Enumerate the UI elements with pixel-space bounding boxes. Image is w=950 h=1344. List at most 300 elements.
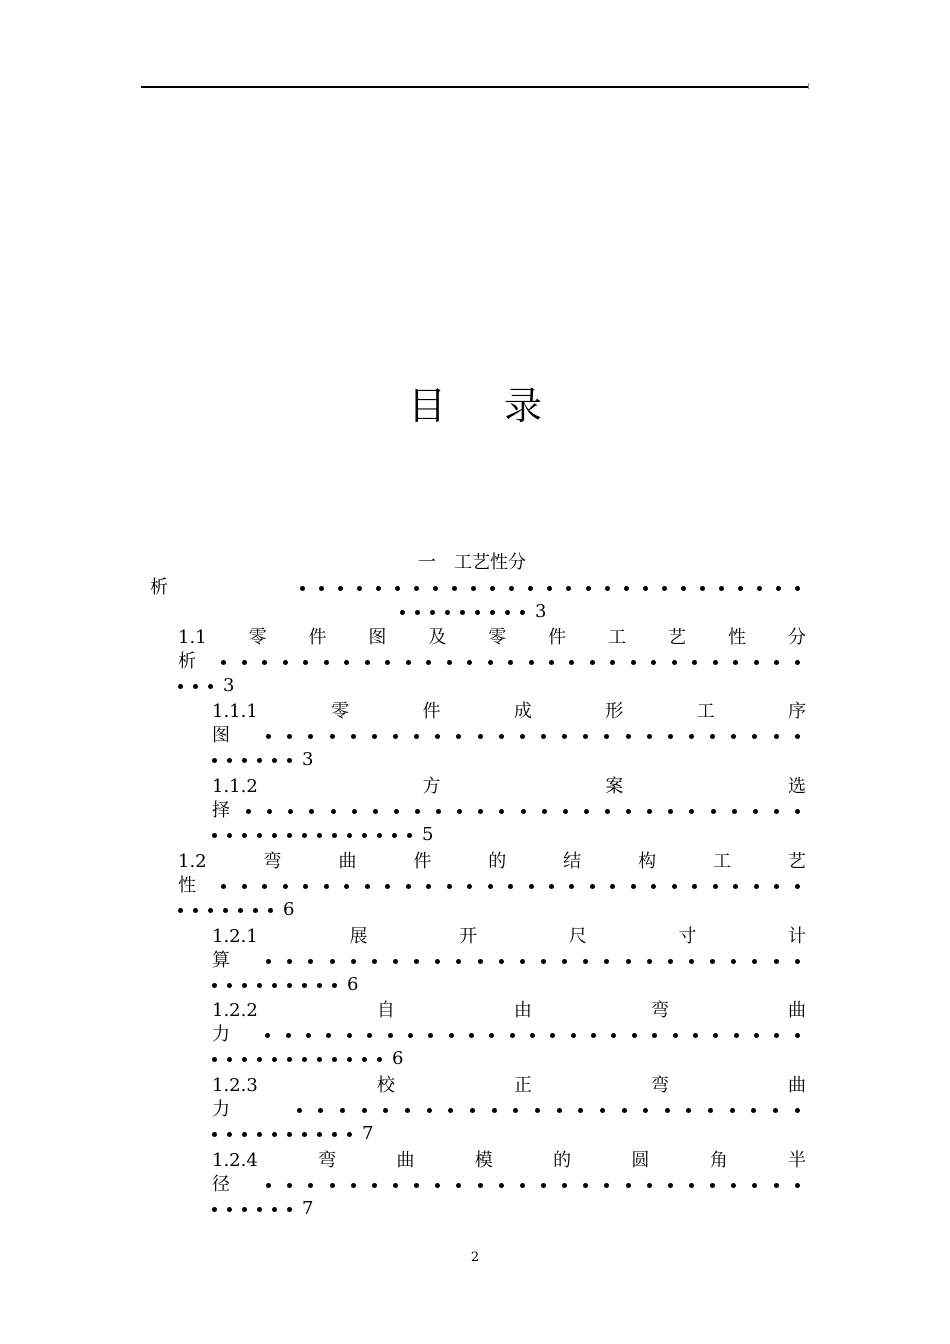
toc-entry-s1_2 <box>178 850 806 874</box>
toc-entry-page: 3 <box>223 675 235 696</box>
leader-dot <box>393 1183 398 1188</box>
leader-dot <box>414 1183 419 1188</box>
leader-dot <box>562 734 567 739</box>
leader-dot <box>557 1108 562 1113</box>
toc-entry-number: 1.2.2 <box>212 1000 258 1021</box>
leader-dot <box>605 809 610 814</box>
leader-dot <box>478 734 483 739</box>
leader-dot <box>571 1033 576 1038</box>
leader-dot <box>647 809 652 814</box>
toc-entry-char: 展 <box>349 926 368 947</box>
leader-dot <box>583 734 588 739</box>
leader-dot <box>665 1108 670 1113</box>
leader-dot <box>385 660 390 665</box>
leader-dot <box>668 1183 673 1188</box>
leader-dot <box>563 809 568 814</box>
leader-dot <box>774 734 779 739</box>
toc-entry-ch1-leader <box>150 576 800 600</box>
leader-dot <box>478 1183 483 1188</box>
leader-dot <box>427 1108 432 1113</box>
leader-dot <box>317 833 322 838</box>
leader-dot <box>752 959 757 964</box>
leader-dot <box>268 908 273 913</box>
leader-dot <box>362 1108 367 1113</box>
leader-dot <box>372 734 377 739</box>
leader-dot <box>414 734 419 739</box>
leader-dot <box>272 1132 277 1137</box>
leader-dot <box>541 734 546 739</box>
toc-entry-page: 5 <box>422 824 434 845</box>
toc-entry-char: 曲 <box>338 851 357 872</box>
leader-dot <box>738 586 743 591</box>
toc-entry-number: 1.2.1 <box>212 926 258 947</box>
leader-dot <box>652 1033 657 1038</box>
leader-dot <box>332 983 337 988</box>
toc-entry-char: 艺 <box>787 851 806 872</box>
leader-dot <box>324 884 329 889</box>
leader-dot <box>338 586 343 591</box>
toc-entry-char: 弯 <box>318 1150 337 1171</box>
leader-dot <box>372 1183 377 1188</box>
leader-dot <box>319 586 324 591</box>
leader-dot <box>490 586 495 591</box>
leader-dot <box>456 959 461 964</box>
leader-dot <box>223 908 228 913</box>
toc-entry-s1_2_4-leader-2 <box>212 1197 313 1221</box>
leader-dot <box>521 809 526 814</box>
toc-entry-s1_1-leader-2 <box>178 674 234 698</box>
leader-dot <box>673 1033 678 1038</box>
leader-dot <box>774 1183 779 1188</box>
leader-dot <box>478 809 483 814</box>
leader-dot <box>719 586 724 591</box>
leader-dot <box>492 1108 497 1113</box>
leader-dot <box>257 833 262 838</box>
toc-entry-label-tail: 径 <box>212 1174 230 1195</box>
leader-dot <box>528 586 533 591</box>
leader-dot <box>265 1033 270 1038</box>
page-number: 2 <box>470 1250 480 1265</box>
leader-dot <box>212 758 217 763</box>
leader-dot <box>426 884 431 889</box>
leader-dot <box>227 833 232 838</box>
title-char-1: 目 <box>407 384 446 428</box>
leader-dot <box>795 959 800 964</box>
leader-dot <box>757 586 762 591</box>
leader-dot <box>753 809 758 814</box>
leader-dot <box>774 809 779 814</box>
leader-dot <box>752 734 757 739</box>
leader-dot <box>610 884 615 889</box>
leader-dot <box>242 833 247 838</box>
leader-dot <box>547 586 552 591</box>
leader-dot <box>549 884 554 889</box>
leader-dot <box>287 1057 292 1062</box>
leader-dot <box>435 1183 440 1188</box>
toc-entry-char: 件 <box>422 701 441 722</box>
leader-dot <box>604 1183 609 1188</box>
toc-entry-char: 工 <box>712 851 731 872</box>
leader-dot <box>406 884 411 889</box>
leader-dot <box>266 734 271 739</box>
toc-entry-char: 性 <box>727 627 746 648</box>
leader-dot <box>643 1108 648 1113</box>
leader-dot <box>227 1057 232 1062</box>
toc-entry-number: 1.1.1 <box>212 701 258 722</box>
leader-dot <box>238 908 243 913</box>
toc-entry-page: 3 <box>302 749 314 770</box>
leader-dot <box>242 660 247 665</box>
leader-dot <box>303 884 308 889</box>
leader-dot <box>456 734 461 739</box>
leader-dot <box>257 1057 262 1062</box>
leader-dot <box>262 884 267 889</box>
leader-dot <box>529 884 534 889</box>
toc-entry-char: 件 <box>413 851 432 872</box>
toc-entry-s1_2_2-leader-2 <box>212 1047 403 1071</box>
leader-dot <box>253 908 258 913</box>
leader-dot <box>710 734 715 739</box>
leader-dot <box>221 884 226 889</box>
leader-dot <box>626 809 631 814</box>
leader-dot <box>626 734 631 739</box>
toc-entry-s1_2_1 <box>212 925 806 949</box>
leader-dot <box>795 1183 800 1188</box>
leader-dot <box>508 660 513 665</box>
leader-dot <box>449 1033 454 1038</box>
toc-entry-char: 案 <box>605 776 624 797</box>
leader-dot <box>733 660 738 665</box>
leader-dot <box>586 586 591 591</box>
leader-dot <box>774 884 779 889</box>
leader-dot <box>283 660 288 665</box>
toc-entry-page: 7 <box>302 1198 314 1219</box>
leader-dot <box>308 1183 313 1188</box>
leader-dot <box>795 660 800 665</box>
leader-dot <box>227 983 232 988</box>
leader-dot <box>388 1033 393 1038</box>
leader-dot <box>365 884 370 889</box>
toc-entry-char: 及 <box>428 627 447 648</box>
toc-entry-s1_2-leader-2 <box>178 898 294 922</box>
leader-dot <box>549 660 554 665</box>
toc-entry-char: 曲 <box>788 1000 806 1021</box>
leader-dot <box>436 809 441 814</box>
leader-dot <box>795 586 800 591</box>
leader-dot <box>272 983 277 988</box>
leader-dot <box>415 809 420 814</box>
leader-dot <box>452 586 457 591</box>
leader-dot <box>499 959 504 964</box>
leader-dot <box>272 758 277 763</box>
leader-dot <box>626 1183 631 1188</box>
leader-dot <box>774 1033 779 1038</box>
leader-dot <box>308 959 313 964</box>
toc-entry-number: 1.2.4 <box>212 1150 258 1171</box>
leader-dot <box>272 1207 277 1212</box>
toc-entry-char: 弯 <box>263 851 282 872</box>
leader-dot <box>367 1033 372 1038</box>
toc-entry-s1_2_1-leader <box>212 949 800 973</box>
leader-dot <box>505 610 510 615</box>
toc-entry-char: 寸 <box>678 926 697 947</box>
leader-dot <box>212 1207 217 1212</box>
leader-dot <box>499 809 504 814</box>
leader-dot <box>347 1132 352 1137</box>
leader-dot <box>435 959 440 964</box>
leader-dot <box>611 1033 616 1038</box>
leader-dot <box>604 959 609 964</box>
leader-dot <box>385 884 390 889</box>
leader-dot <box>730 1108 735 1113</box>
leader-dot <box>287 833 292 838</box>
leader-dot <box>600 1108 605 1113</box>
toc-entry-char: 件 <box>308 627 327 648</box>
leader-dot <box>435 734 440 739</box>
leader-dot <box>287 983 292 988</box>
leader-dot <box>604 734 609 739</box>
leader-dot <box>773 1108 778 1113</box>
leader-dot <box>272 833 277 838</box>
leader-dot <box>686 1108 691 1113</box>
leader-dot <box>332 833 337 838</box>
toc-entry-s1_2_4 <box>212 1149 806 1173</box>
leader-dot <box>624 586 629 591</box>
toc-entry-char: 成 <box>513 701 532 722</box>
leader-dot <box>499 1183 504 1188</box>
leader-dot <box>257 758 262 763</box>
leader-dot <box>689 809 694 814</box>
leader-dot <box>490 610 495 615</box>
leader-dot <box>510 1033 515 1038</box>
leader-dot <box>447 884 452 889</box>
leader-dot <box>626 959 631 964</box>
toc-entry-s1_2_2-leader <box>212 1023 800 1047</box>
leader-dot <box>569 884 574 889</box>
leader-dot <box>447 660 452 665</box>
toc-entry-char: 自 <box>376 1000 395 1021</box>
toc-entry-page: 6 <box>392 1048 404 1069</box>
toc-entry-label-tail: 力 <box>212 1024 230 1045</box>
toc-entry-s1_2_1-leader-2 <box>212 973 358 997</box>
leader-dot <box>711 809 716 814</box>
toc-entry-char: 方 <box>422 776 441 797</box>
leader-dot <box>470 1108 475 1113</box>
leader-dot <box>362 1057 367 1062</box>
leader-dot <box>208 684 213 689</box>
leader-dot <box>302 1057 307 1062</box>
leader-dot <box>488 884 493 889</box>
leader-dot <box>212 833 217 838</box>
leader-dot <box>647 959 652 964</box>
leader-dot <box>566 586 571 591</box>
toc-entry-page: 6 <box>347 974 359 995</box>
leader-dot <box>693 1033 698 1038</box>
leader-dot <box>347 1057 352 1062</box>
leader-dot <box>752 1183 757 1188</box>
leader-dot <box>692 660 697 665</box>
leader-dot <box>308 734 313 739</box>
leader-dot <box>286 1033 291 1038</box>
leader-dot <box>287 1207 292 1212</box>
leader-dot <box>541 959 546 964</box>
leader-dot <box>795 1033 800 1038</box>
leader-dot <box>309 809 314 814</box>
toc-entry-s1_1_1-leader <box>212 724 800 748</box>
leader-dot <box>795 884 800 889</box>
toc-entry-number: 1.2.3 <box>212 1075 258 1096</box>
leader-dot <box>242 1132 247 1137</box>
leader-dot <box>535 1108 540 1113</box>
toc-entry-s1_1_2-leader <box>212 799 800 823</box>
leader-dot <box>795 809 800 814</box>
leader-dot <box>351 734 356 739</box>
toc-entry-char: 半 <box>788 1150 806 1171</box>
leader-dot <box>395 586 400 591</box>
leader-dot <box>692 884 697 889</box>
leader-dot <box>734 1033 739 1038</box>
toc-entry-char: 工 <box>608 627 627 648</box>
leader-dot <box>469 1033 474 1038</box>
leader-dot <box>340 1108 345 1113</box>
toc-entry-s1_2-leader <box>178 874 800 898</box>
leader-dot <box>372 959 377 964</box>
leader-dot <box>414 959 419 964</box>
toc-entry-char: 计 <box>787 926 806 947</box>
leader-dot <box>513 1108 518 1113</box>
leader-dot <box>415 610 420 615</box>
leader-dot <box>373 809 378 814</box>
leader-dot <box>272 1057 277 1062</box>
leader-dot <box>303 660 308 665</box>
leader-dot <box>326 1033 331 1038</box>
toc-entry-number: 1.1 <box>178 627 207 648</box>
leader-dot <box>262 660 267 665</box>
leader-dot <box>267 809 272 814</box>
leader-dot <box>257 1207 262 1212</box>
leader-dot <box>383 1108 388 1113</box>
leader-dot <box>408 1033 413 1038</box>
leader-dot <box>475 610 480 615</box>
leader-dot <box>212 983 217 988</box>
toc-entry-char: 曲 <box>396 1150 415 1171</box>
toc-entry-char: 艺 <box>668 627 687 648</box>
leader-dot <box>318 1108 323 1113</box>
leader-dot <box>631 660 636 665</box>
leader-dot <box>542 809 547 814</box>
leader-dot <box>227 1207 232 1212</box>
toc-entry-ch1-title <box>418 551 526 575</box>
leader-dot <box>731 959 736 964</box>
leader-dot <box>751 1108 756 1113</box>
leader-dot <box>662 586 667 591</box>
leader-dot <box>178 684 183 689</box>
leader-dot <box>393 959 398 964</box>
leader-dot <box>590 660 595 665</box>
leader-dot <box>287 1132 292 1137</box>
leader-dot <box>530 1033 535 1038</box>
toc-entry-s1_1_1-leader-2 <box>212 748 313 772</box>
leader-dot <box>287 959 292 964</box>
leader-dot <box>489 1033 494 1038</box>
leader-dot <box>193 908 198 913</box>
leader-dot <box>520 1183 525 1188</box>
leader-dot <box>584 809 589 814</box>
leader-dot <box>324 660 329 665</box>
leader-dot <box>330 1183 335 1188</box>
leader-dot <box>283 884 288 889</box>
leader-dot <box>713 1033 718 1038</box>
leader-dot <box>287 758 292 763</box>
toc-entry-s1_2_4-leader <box>212 1173 800 1197</box>
toc-entry-s1_2_3 <box>212 1074 806 1098</box>
leader-dot <box>193 684 198 689</box>
leader-dot <box>344 660 349 665</box>
leader-dot <box>288 809 293 814</box>
leader-dot <box>562 1183 567 1188</box>
leader-dot <box>221 660 226 665</box>
toc-entry-label-tail: 图 <box>212 725 230 746</box>
leader-dot <box>297 1108 302 1113</box>
leader-dot <box>317 1132 322 1137</box>
leader-dot <box>713 660 718 665</box>
leader-dot <box>302 1132 307 1137</box>
leader-dot <box>710 1183 715 1188</box>
leader-dot <box>365 660 370 665</box>
leader-dot <box>795 1108 800 1113</box>
leader-dot <box>754 660 759 665</box>
toc-entry-char: 零 <box>488 627 507 648</box>
leader-dot <box>352 809 357 814</box>
leader-dot <box>467 884 472 889</box>
leader-dot <box>583 1183 588 1188</box>
leader-dot <box>330 734 335 739</box>
leader-dot <box>754 1033 759 1038</box>
leader-dot <box>774 660 779 665</box>
leader-dot <box>426 660 431 665</box>
leader-dot <box>733 884 738 889</box>
toc-entry-ch1-leader-2 <box>400 600 546 624</box>
leader-dot <box>689 959 694 964</box>
leader-dot <box>376 586 381 591</box>
leader-dot <box>460 610 465 615</box>
toc-entry-char: 曲 <box>788 1075 806 1096</box>
toc-entry-char: 圆 <box>631 1150 650 1171</box>
leader-dot <box>708 1108 713 1113</box>
toc-entry-s1_2_3-leader-2 <box>212 1122 373 1146</box>
toc-entry-label-tail: 析 <box>150 577 168 598</box>
leader-dot <box>178 908 183 913</box>
leader-dot <box>344 884 349 889</box>
toc-entry-char: 结 <box>563 851 582 872</box>
leader-dot <box>731 1183 736 1188</box>
leader-dot <box>351 959 356 964</box>
leader-dot <box>647 734 652 739</box>
leader-dot <box>732 809 737 814</box>
toc-entry-label-tail: 算 <box>212 950 230 971</box>
toc-entry-char: 角 <box>709 1150 728 1171</box>
leader-dot <box>302 833 307 838</box>
leader-dot <box>541 1183 546 1188</box>
leader-dot <box>393 734 398 739</box>
toc-entry-label-tail: 力 <box>212 1099 230 1120</box>
leader-dot <box>643 586 648 591</box>
toc-entry-char: 序 <box>787 701 806 722</box>
leader-dot <box>428 1033 433 1038</box>
toc-entry-char: 零 <box>248 627 267 648</box>
leader-dot <box>400 610 405 615</box>
leader-dot <box>710 959 715 964</box>
